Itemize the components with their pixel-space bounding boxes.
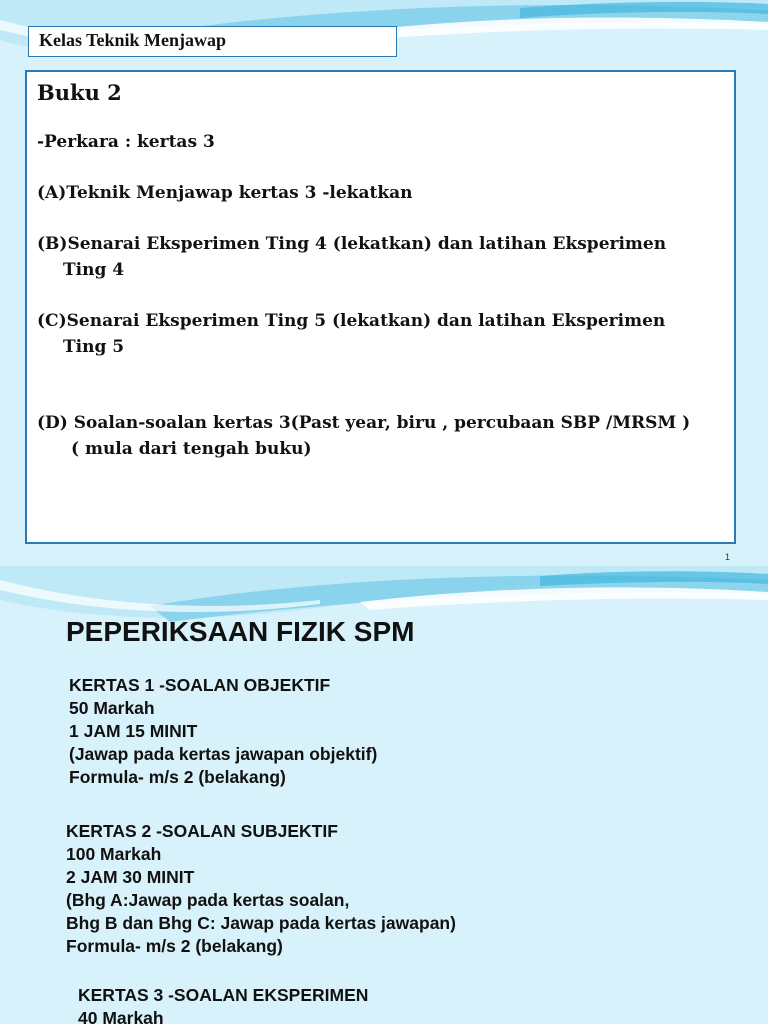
content-line: (B)Senarai Eksperimen Ting 4 (lekatkan) dan latihan Eksperimen: [37, 234, 667, 254]
content-line: (C)Senarai Eksperimen Ting 5 (lekatkan) dan latihan Eksperimen: [37, 311, 666, 331]
kertas-1-line: (Jawap pada kertas jawapan objektif): [69, 744, 378, 764]
page-number: 1: [725, 552, 731, 562]
slide-title: Kelas Teknik Menjawap: [28, 26, 397, 57]
kertas-2-line: Formula- m/s 2 (belakang): [66, 936, 283, 956]
slide-2: [0, 566, 768, 1024]
kertas-2-line: 100 Markah: [66, 844, 162, 864]
kertas-3-block: [78, 984, 368, 1024]
exam-title: PEPERIKSAAN FIZIK SPM: [66, 616, 415, 647]
kertas-1-block: [69, 674, 377, 789]
kertas-1-line: 1 JAM 15 MINIT: [69, 721, 198, 741]
kertas-2-line: 2 JAM 30 MINIT: [66, 867, 195, 887]
kertas-3-line: 40 Markah: [78, 1008, 164, 1024]
content-line: (A)Teknik Menjawap kertas 3 -lekatkan: [37, 183, 413, 203]
kertas-2-line: Bhg B dan Bhg C: Jawap pada kertas jawapan): [66, 913, 456, 933]
kertas-2-line: (Bhg A:Jawap pada kertas soalan,: [66, 890, 350, 910]
content-line: (D) Soalan-soalan kertas 3(Past year, biru , percubaan SBP /MRSM ): [37, 413, 691, 433]
kertas-3-line: KERTAS 3 -SOALAN EKSPERIMEN: [78, 985, 369, 1005]
content-box: [25, 70, 736, 544]
kertas-1-line: 50 Markah: [69, 698, 155, 718]
content-line: Ting 4: [63, 260, 125, 280]
kertas-2-line: KERTAS 2 -SOALAN SUBJEKTIF: [66, 821, 338, 841]
content-line: -Perkara : kertas 3: [37, 132, 215, 152]
kertas-2-block: [66, 820, 456, 958]
kertas-1-line: Formula- m/s 2 (belakang): [69, 767, 286, 787]
book-heading: Buku 2: [37, 80, 122, 105]
content-line: Ting 5: [63, 337, 125, 357]
kertas-1-line: KERTAS 1 -SOALAN OBJEKTIF: [69, 675, 331, 695]
content-line: ( mula dari tengah buku): [71, 439, 312, 459]
